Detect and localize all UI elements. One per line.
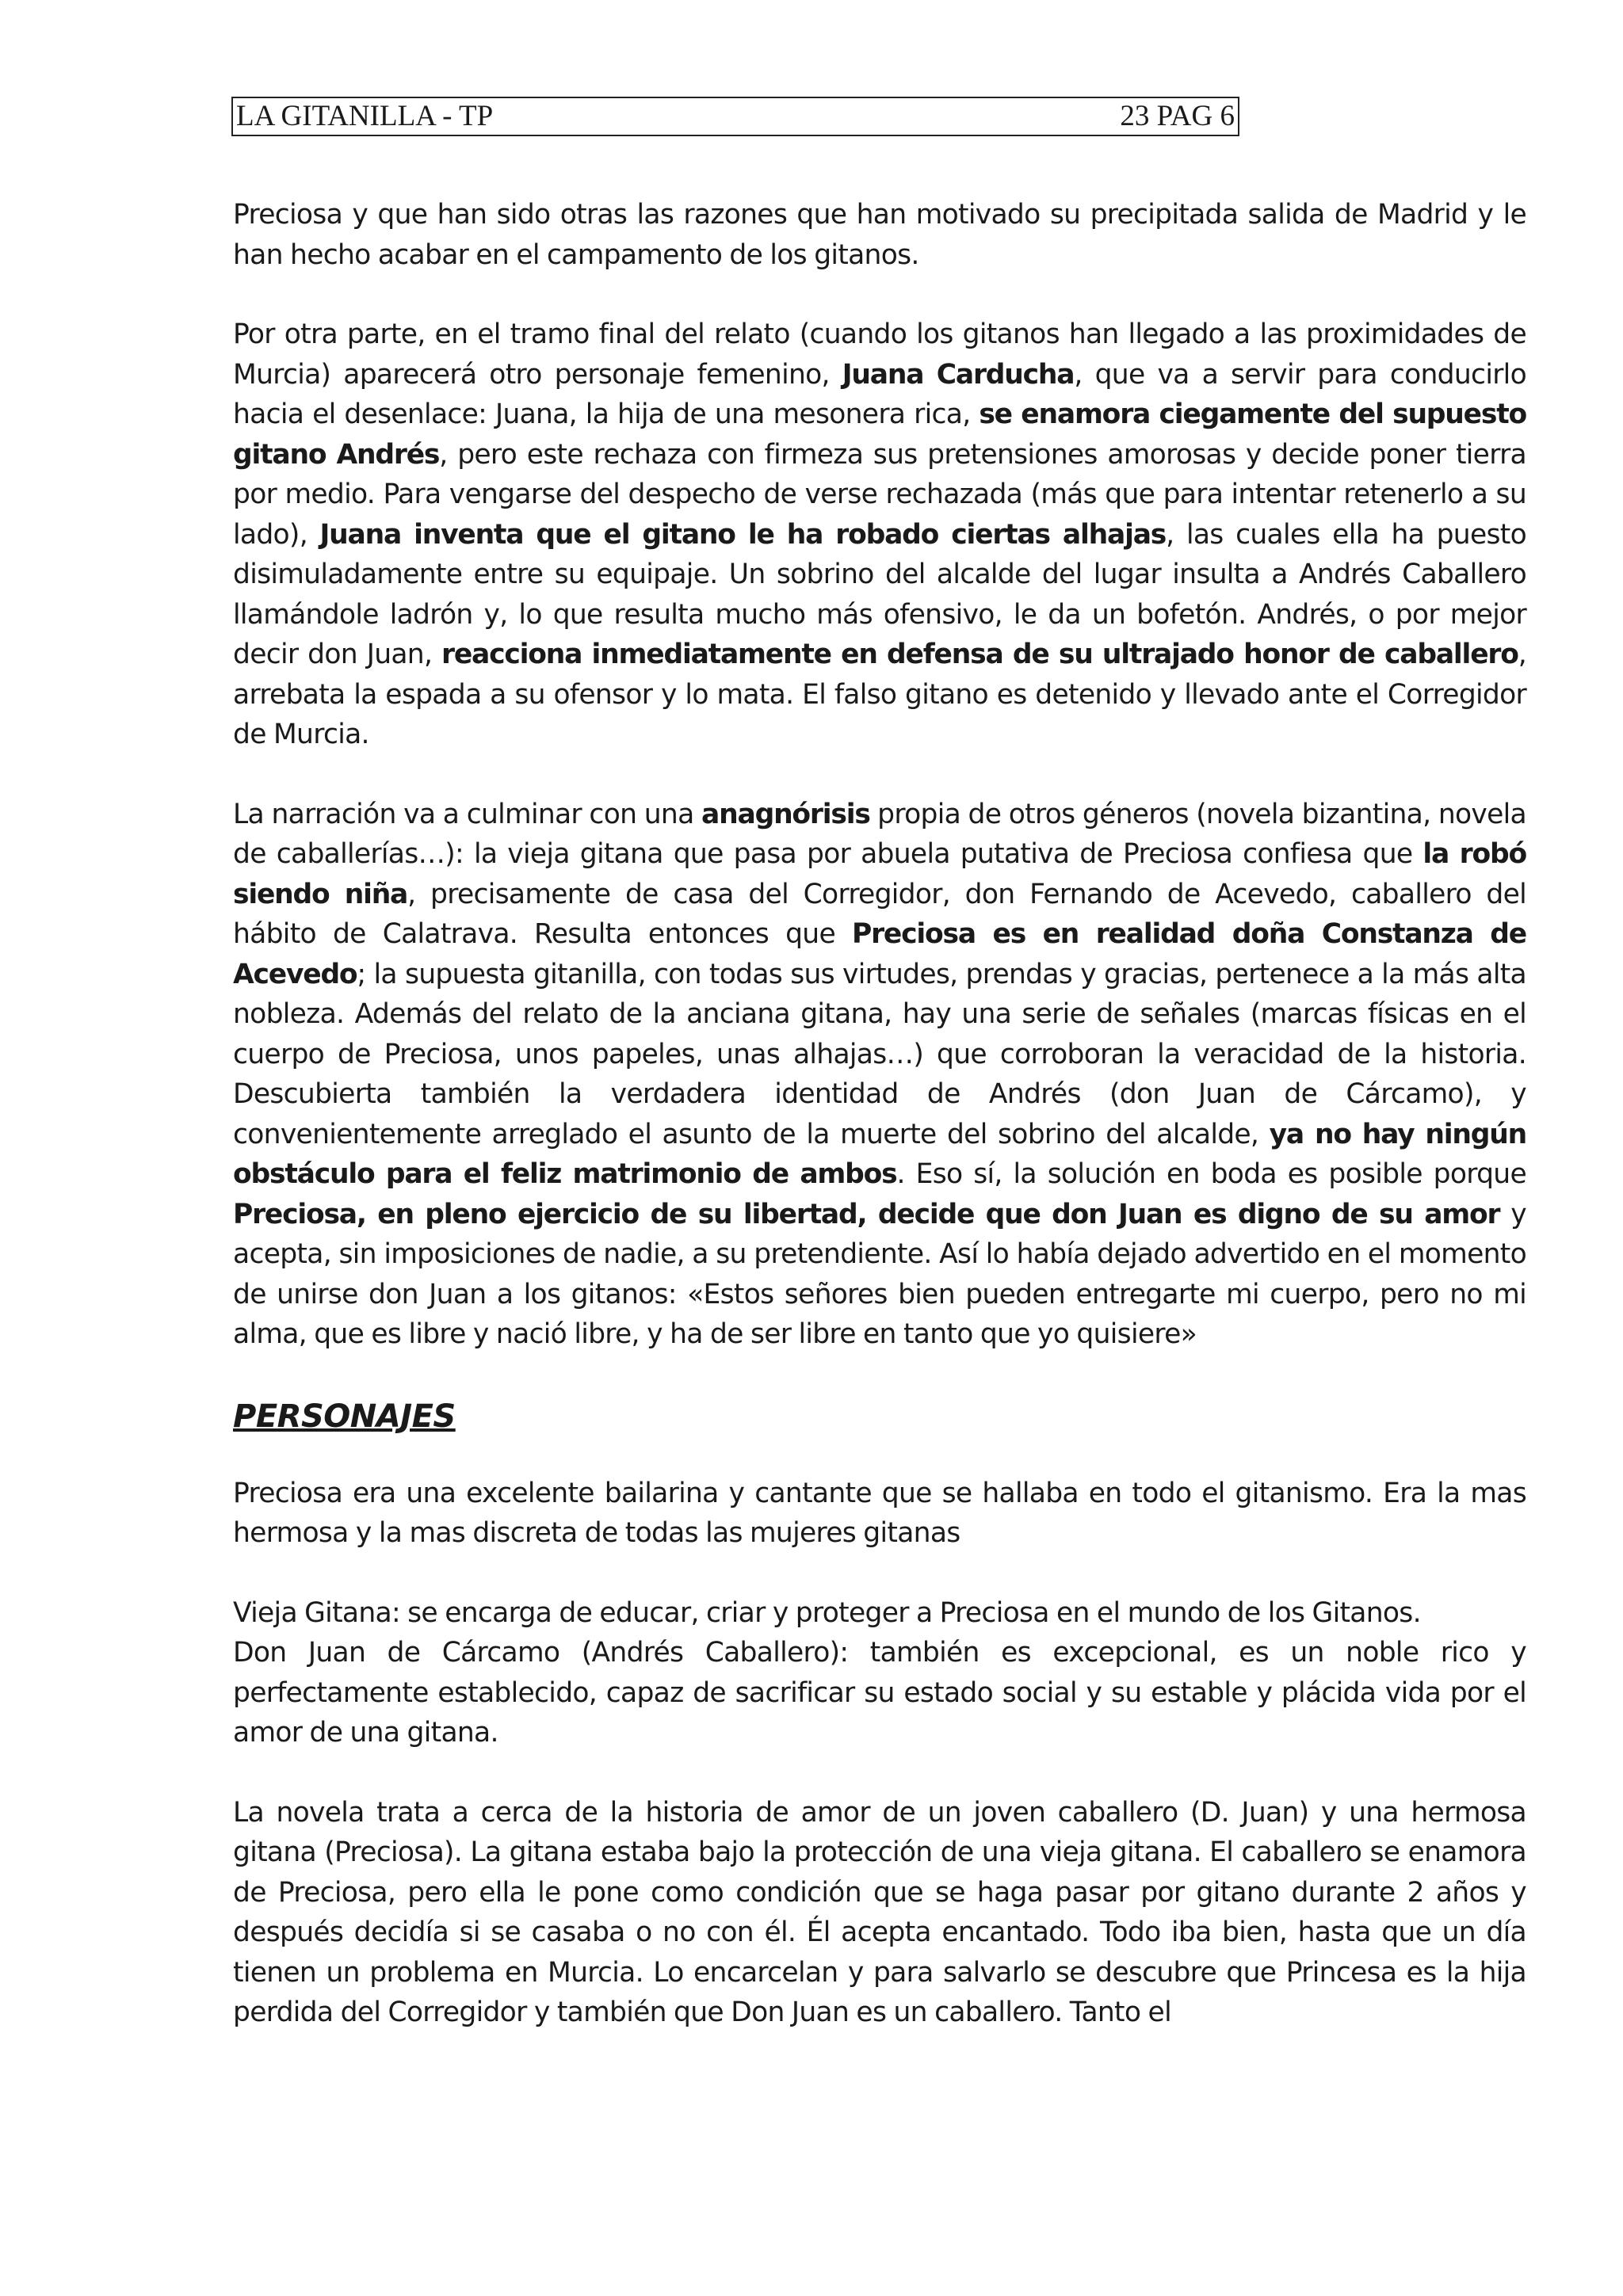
text-run: , las cuales ella ha puesto disimuladamente entre su equipaje. Un sobrino del alcalde del lugar insulta a Andrés Caballero llamándole ladrón y, lo que resulta mucho más ofensivo, le da un bofetón. Andrés, o por mejor decir don Juan,	[233, 518, 1526, 670]
text-run: , arrebata la espada a su ofensor y lo mata. El falso gitano es detenido y llevado ante el Corregidor de Murcia.	[233, 639, 1526, 750]
text-run: , precisamente de casa del Corregidor, don Fernando de Acevedo, caballero del hábito de Calatrava. Resulta entonces que	[233, 878, 1526, 950]
paragraph-juana-carducha	[233, 315, 1526, 755]
text-run: . Eso sí, la solución en boda es posible porque	[896, 1158, 1526, 1190]
section-heading-personajes: PERSONAJES	[233, 1398, 456, 1435]
document-title: LA GITANILLA - TP	[236, 100, 494, 132]
text-run: y acepta, sin imposiciones de nadie, a su pretendiente. Así lo había dejado advertido en el momento de unirse don Juan a los gitanos: «Estos señores bien pueden entregarte mi cuerpo, pero no mi alma, que es libre y nació libre, y ha de ser libre en tanto que yo quisiere»	[233, 1198, 1526, 1350]
bold-run: ya no hay ningún obstáculo para el feliz matrimonio de ambos	[233, 1118, 1526, 1190]
text-run: Por otra parte, en el tramo final del relato (cuando los gitanos han llegado a las proximidades de Murcia) aparecerá otro personaje femenino,	[233, 318, 1526, 391]
page-number: 23 PAG 6	[1120, 100, 1235, 132]
bold-run: anagnórisis	[701, 798, 870, 830]
bold-run: Preciosa es en realidad doña Constanza de Acevedo	[233, 918, 1526, 990]
document-body	[233, 195, 1526, 2073]
bold-run: Juana Carducha	[842, 358, 1075, 391]
text-run: , que va a servir para conducirlo hacia el desenlace: Juana, la hija de una mesonera rica,	[233, 358, 1526, 430]
paragraph-intro: Preciosa y que han sido otras las razones que han motivado su precipitada salida de Madrid y le han hecho acabar en el campamento de los gitanos.	[233, 199, 1526, 271]
text-run: ; la supuesta gitanilla, con todas sus virtudes, prendas y gracias, pertenece a la más alta nobleza. Además del relato de la anciana gitana, hay una serie de señales (marcas físicas en el cuerpo de Preciosa, unos papeles, unas alhajas…) que corroboran la veracidad de la historia. Descubierta también la verdadera identidad de Andrés (don Juan de Cárcamo), y convenientemente arreglado el asunto de la muerte del sobrino del alcalde,	[233, 958, 1526, 1150]
bold-run: Juana inventa que el gitano le ha robado ciertas alhajas	[319, 518, 1167, 551]
bold-run: Preciosa, en pleno ejercicio de su libertad, decide que don Juan es digno de su amor	[233, 1198, 1500, 1230]
page-header	[231, 97, 1239, 136]
paragraph-summary: La novela trata a cerca de la historia de amor de un joven caballero (D. Juan) y una hermosa gitana (Preciosa). La gitana estaba bajo la protección de una vieja gitana. El caballero se enamora de Preciosa, pero ella le pone como condición que se haga pasar por gitano durante 2 años y después decidía si se casaba o no con él. Él acepta encantado. Todo iba bien, hasta que un día tienen un problema en Murcia. Lo encarcelan y para salvarlo se descubre que Princesa es la hija perdida del Corregidor y también que Don Juan es un caballero. Tanto el	[233, 1796, 1526, 2028]
bold-run: reacciona inmediatamente en defensa de su ultrajado honor de caballero	[441, 639, 1518, 670]
paragraph-anagnorisis	[233, 795, 1526, 1355]
text-run: La narración va a culminar con una	[233, 798, 702, 830]
paragraph-vieja-gitana: Vieja Gitana: se encarga de educar, criar y proteger a Preciosa en el mundo de los Gitanos.	[233, 1596, 1421, 1629]
paragraph-preciosa: Preciosa era una excelente bailarina y cantante que se hallaba en todo el gitanismo. Era la mas hermosa y la mas discreta de todas las mujeres gitanas	[233, 1477, 1526, 1549]
text-run: , pero este rechaza con firmeza sus pretensiones amorosas y decide poner tierra por medio. Para vengarse del despecho de verse rechazada (más que para intentar retenerlo a su lado),	[233, 438, 1526, 551]
paragraph-don-juan: Don Juan de Cárcamo (Andrés Caballero): también es excepcional, es un noble rico y perfectamente establecido, capaz de sacrificar su estado social y su estable y plácida vida por el amor de una gitana.	[233, 1637, 1526, 1749]
bold-run: se enamora ciegamente del supuesto gitano Andrés	[233, 399, 1526, 471]
text-run: propia de otros géneros (novela bizantina, novela de caballerías…): la vieja gitana que pasa por abuela putativa de Preciosa confiesa que	[233, 798, 1526, 870]
bold-run: la robó siendo niña	[233, 838, 1526, 910]
